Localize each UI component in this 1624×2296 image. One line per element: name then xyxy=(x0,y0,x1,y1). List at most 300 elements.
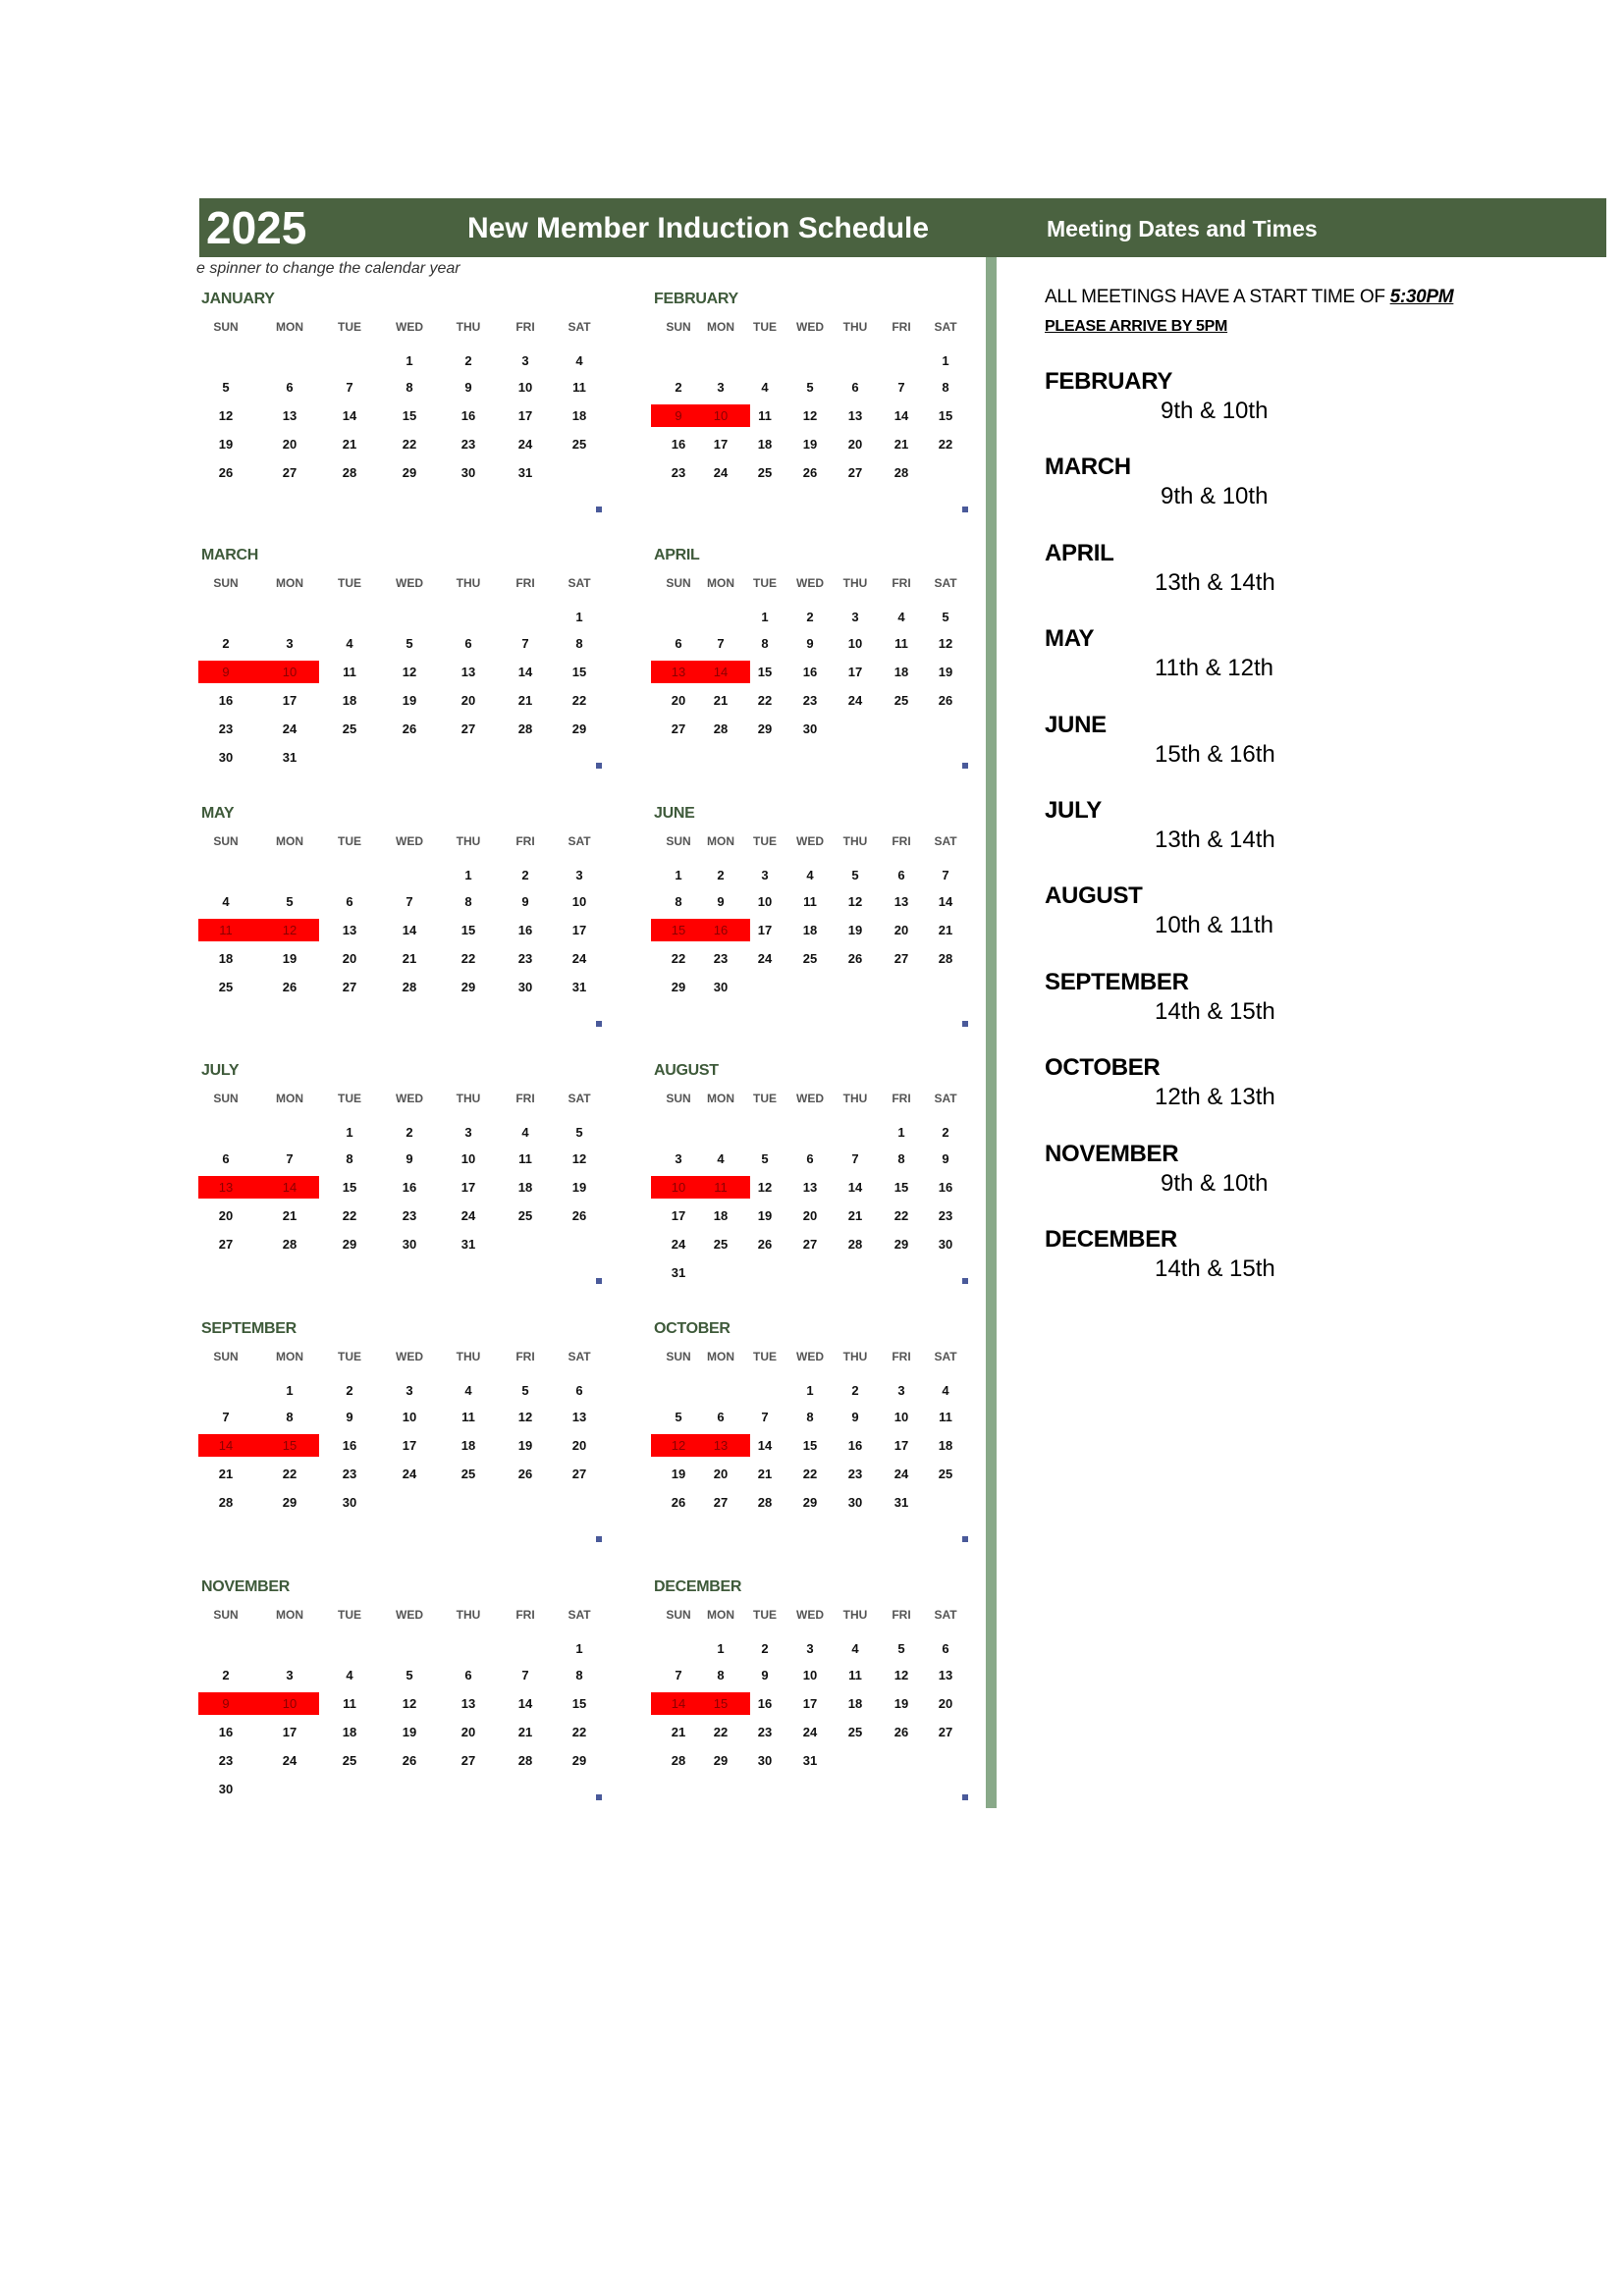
day-cell: 14 xyxy=(282,1180,298,1195)
day-cell: 20 xyxy=(342,951,357,966)
day-cell: 19 xyxy=(218,437,234,452)
day-cell: 30 xyxy=(218,750,234,765)
day-cell: 20 xyxy=(713,1467,729,1481)
month-name: NOVEMBER xyxy=(201,1578,291,1595)
day-cell: 11 xyxy=(343,665,356,679)
weekday-header: THU xyxy=(842,320,868,334)
cell-marker-icon xyxy=(596,1794,602,1800)
day-cell: 19 xyxy=(802,437,818,452)
day-cell: 15 xyxy=(893,1180,909,1195)
day-cell: 6 xyxy=(897,868,905,882)
day-cell: 17 xyxy=(893,1438,909,1453)
day-cell: 22 xyxy=(938,437,953,452)
day-cell: 7 xyxy=(942,868,949,882)
weekday-header: SUN xyxy=(666,1350,691,1363)
arrive-note: PLEASE ARRIVE BY 5PM xyxy=(1045,318,1228,335)
day-cell: 8 xyxy=(675,894,682,909)
day-cell: 23 xyxy=(847,1467,863,1481)
day-cell: 19 xyxy=(402,1725,417,1739)
weekday-header: THU xyxy=(456,320,481,334)
day-cell: 18 xyxy=(342,1725,357,1739)
day-cell: 2 xyxy=(464,353,472,368)
day-cell: 28 xyxy=(517,1753,533,1768)
day-cell: 28 xyxy=(517,721,533,736)
day-cell: 30 xyxy=(847,1495,863,1510)
day-cell: 22 xyxy=(282,1467,298,1481)
day-cell: 12 xyxy=(802,408,818,423)
day-cell: 10 xyxy=(671,1180,686,1195)
day-cell: 4 xyxy=(761,380,769,395)
day-cell: 22 xyxy=(713,1725,729,1739)
weekday-header: SAT xyxy=(934,1092,957,1105)
day-cell: 29 xyxy=(757,721,773,736)
day-cell: 3 xyxy=(851,610,859,624)
day-cell: 30 xyxy=(218,1782,234,1796)
meeting-month: DECEMBER xyxy=(1045,1226,1177,1253)
meeting-month: APRIL xyxy=(1045,540,1114,566)
day-cell: 7 xyxy=(521,1668,529,1682)
day-cell: 6 xyxy=(942,1641,949,1656)
day-cell: 21 xyxy=(713,693,729,708)
day-cell: 14 xyxy=(893,408,909,423)
day-cell: 9 xyxy=(521,894,529,909)
weekday-header: MON xyxy=(276,320,303,334)
day-cell: 27 xyxy=(218,1237,234,1252)
month-january xyxy=(199,291,612,526)
day-cell: 20 xyxy=(460,1725,476,1739)
day-cell: 29 xyxy=(460,980,476,994)
weekday-header: FRI xyxy=(892,834,911,848)
day-cell: 14 xyxy=(671,1696,686,1711)
day-cell: 5 xyxy=(851,868,859,882)
weekday-header: WED xyxy=(796,1092,824,1105)
day-cell: 25 xyxy=(517,1208,533,1223)
day-cell: 10 xyxy=(713,408,729,423)
day-cell: 18 xyxy=(893,665,909,679)
day-cell: 10 xyxy=(402,1410,417,1424)
day-cell: 25 xyxy=(713,1237,729,1252)
day-cell: 9 xyxy=(717,894,725,909)
weekday-header: SAT xyxy=(934,1350,957,1363)
weekday-header: SAT xyxy=(568,1092,591,1105)
weekday-header: SUN xyxy=(213,320,239,334)
day-cell: 25 xyxy=(802,951,818,966)
day-cell: 7 xyxy=(346,380,353,395)
day-cell: 11 xyxy=(714,1180,728,1195)
day-cell: 9 xyxy=(222,665,230,679)
weekday-header: THU xyxy=(842,1608,868,1622)
day-cell: 10 xyxy=(282,665,298,679)
month-june xyxy=(652,805,1064,1041)
meeting-month: MAY xyxy=(1045,625,1095,652)
day-cell: 2 xyxy=(806,610,814,624)
month-april xyxy=(652,547,1064,782)
day-cell: 22 xyxy=(342,1208,357,1223)
meeting-dates: 10th & 11th xyxy=(1155,912,1273,938)
day-cell: 22 xyxy=(802,1467,818,1481)
weekday-header: SUN xyxy=(666,320,691,334)
day-cell: 23 xyxy=(517,951,533,966)
weekday-header: THU xyxy=(842,834,868,848)
day-cell: 25 xyxy=(893,693,909,708)
day-cell: 16 xyxy=(802,665,818,679)
day-cell: 14 xyxy=(713,665,729,679)
month-july xyxy=(199,1062,612,1298)
day-cell: 5 xyxy=(806,380,814,395)
day-cell: 4 xyxy=(346,1668,353,1682)
day-cell: 25 xyxy=(757,465,773,480)
weekday-header: SUN xyxy=(666,1608,691,1622)
day-cell: 7 xyxy=(286,1151,294,1166)
meeting-dates: 15th & 16th xyxy=(1155,741,1275,768)
day-cell: 1 xyxy=(806,1383,814,1398)
meeting-month: JULY xyxy=(1045,797,1102,824)
meeting-dates: 14th & 15th xyxy=(1155,1255,1275,1282)
day-cell: 18 xyxy=(938,1438,953,1453)
day-cell: 20 xyxy=(671,693,686,708)
day-cell: 4 xyxy=(717,1151,725,1166)
weekday-header: WED xyxy=(796,576,824,590)
weekday-header: TUE xyxy=(338,576,361,590)
weekday-header: THU xyxy=(456,1350,481,1363)
day-cell: 27 xyxy=(847,465,863,480)
day-cell: 18 xyxy=(517,1180,533,1195)
day-cell: 9 xyxy=(464,380,472,395)
day-cell: 21 xyxy=(218,1467,234,1481)
day-cell: 5 xyxy=(406,1668,413,1682)
cell-marker-icon xyxy=(962,1278,968,1284)
weekday-header: WED xyxy=(796,1608,824,1622)
day-cell: 24 xyxy=(847,693,863,708)
day-cell: 28 xyxy=(713,721,729,736)
day-cell: 21 xyxy=(517,1725,533,1739)
day-cell: 16 xyxy=(517,923,533,937)
weekday-header: FRI xyxy=(892,576,911,590)
day-cell: 22 xyxy=(757,693,773,708)
day-cell: 12 xyxy=(671,1438,686,1453)
day-cell: 7 xyxy=(761,1410,769,1424)
day-cell: 6 xyxy=(851,380,859,395)
day-cell: 13 xyxy=(342,923,357,937)
day-cell: 28 xyxy=(938,951,953,966)
day-cell: 2 xyxy=(717,868,725,882)
day-cell: 19 xyxy=(671,1467,686,1481)
day-cell: 4 xyxy=(851,1641,859,1656)
day-cell: 2 xyxy=(942,1125,949,1140)
day-cell: 18 xyxy=(847,1696,863,1711)
day-cell: 24 xyxy=(282,1753,298,1768)
weekday-header: THU xyxy=(456,1608,481,1622)
day-cell: 24 xyxy=(713,465,729,480)
day-cell: 1 xyxy=(717,1641,725,1656)
day-cell: 27 xyxy=(460,721,476,736)
day-cell: 12 xyxy=(517,1410,533,1424)
day-cell: 30 xyxy=(342,1495,357,1510)
weekday-header: FRI xyxy=(892,1350,911,1363)
meeting-month: MARCH xyxy=(1045,454,1131,480)
weekday-header: FRI xyxy=(515,1350,535,1363)
day-cell: 28 xyxy=(282,1237,298,1252)
day-cell: 28 xyxy=(218,1495,234,1510)
day-cell: 1 xyxy=(675,868,682,882)
weekday-header: WED xyxy=(396,1608,423,1622)
day-cell: 1 xyxy=(575,610,583,624)
year-spinner-hint: e spinner to change the calendar year xyxy=(196,260,460,277)
cell-marker-icon xyxy=(962,507,968,512)
month-name: SEPTEMBER xyxy=(201,1320,297,1337)
day-cell: 8 xyxy=(346,1151,353,1166)
day-cell: 12 xyxy=(282,923,298,937)
month-october xyxy=(652,1320,1064,1556)
day-cell: 2 xyxy=(346,1383,353,1398)
day-cell: 29 xyxy=(402,465,417,480)
day-cell: 31 xyxy=(282,750,298,765)
day-cell: 14 xyxy=(938,894,953,909)
weekday-header: THU xyxy=(842,1092,868,1105)
day-cell: 6 xyxy=(464,636,472,651)
day-cell: 2 xyxy=(675,380,682,395)
day-cell: 23 xyxy=(713,951,729,966)
weekday-header: WED xyxy=(796,320,824,334)
month-may xyxy=(199,805,612,1041)
day-cell: 17 xyxy=(802,1696,818,1711)
day-cell: 29 xyxy=(571,1753,587,1768)
day-cell: 15 xyxy=(402,408,417,423)
day-cell: 17 xyxy=(402,1438,417,1453)
day-cell: 13 xyxy=(460,1696,476,1711)
day-cell: 21 xyxy=(938,923,953,937)
day-cell: 22 xyxy=(460,951,476,966)
day-cell: 26 xyxy=(517,1467,533,1481)
day-cell: 20 xyxy=(893,923,909,937)
day-cell: 7 xyxy=(851,1151,859,1166)
day-cell: 29 xyxy=(571,721,587,736)
day-cell: 20 xyxy=(282,437,298,452)
day-cell: 19 xyxy=(571,1180,587,1195)
cell-marker-icon xyxy=(596,1536,602,1542)
month-september xyxy=(199,1320,612,1556)
day-cell: 11 xyxy=(803,894,817,909)
day-cell: 30 xyxy=(938,1237,953,1252)
meeting-month: FEBRUARY xyxy=(1045,368,1173,395)
cell-marker-icon xyxy=(596,1278,602,1284)
day-cell: 17 xyxy=(713,437,729,452)
day-cell: 1 xyxy=(464,868,472,882)
weekday-header: THU xyxy=(456,1092,481,1105)
day-cell: 20 xyxy=(802,1208,818,1223)
day-cell: 23 xyxy=(671,465,686,480)
day-cell: 24 xyxy=(517,437,533,452)
day-cell: 21 xyxy=(402,951,417,966)
day-cell: 6 xyxy=(222,1151,230,1166)
day-cell: 11 xyxy=(572,380,586,395)
meeting-dates: 14th & 15th xyxy=(1155,998,1275,1025)
day-cell: 10 xyxy=(282,1696,298,1711)
day-cell: 20 xyxy=(938,1696,953,1711)
day-cell: 23 xyxy=(402,1208,417,1223)
day-cell: 28 xyxy=(757,1495,773,1510)
day-cell: 4 xyxy=(575,353,583,368)
day-cell: 9 xyxy=(675,408,682,423)
day-cell: 17 xyxy=(671,1208,686,1223)
weekday-header: MON xyxy=(707,1350,734,1363)
day-cell: 20 xyxy=(571,1438,587,1453)
weekday-header: MON xyxy=(276,834,303,848)
day-cell: 27 xyxy=(342,980,357,994)
day-cell: 9 xyxy=(346,1410,353,1424)
day-cell: 31 xyxy=(460,1237,476,1252)
day-cell: 14 xyxy=(517,1696,533,1711)
month-name: MAY xyxy=(201,805,235,822)
day-cell: 3 xyxy=(675,1151,682,1166)
day-cell: 2 xyxy=(222,1668,230,1682)
weekday-header: MON xyxy=(707,834,734,848)
day-cell: 28 xyxy=(893,465,909,480)
month-name: JANUARY xyxy=(201,291,275,307)
day-cell: 12 xyxy=(847,894,863,909)
cell-marker-icon xyxy=(962,1536,968,1542)
day-cell: 8 xyxy=(717,1668,725,1682)
day-cell: 26 xyxy=(402,721,417,736)
day-cell: 23 xyxy=(938,1208,953,1223)
day-cell: 3 xyxy=(521,353,529,368)
day-cell: 12 xyxy=(893,1668,909,1682)
weekday-header: SAT xyxy=(568,320,591,334)
day-cell: 28 xyxy=(342,465,357,480)
day-cell: 1 xyxy=(942,353,949,368)
day-cell: 2 xyxy=(406,1125,413,1140)
day-cell: 8 xyxy=(464,894,472,909)
day-cell: 29 xyxy=(282,1495,298,1510)
meeting-dates: 9th & 10th xyxy=(1161,398,1269,424)
day-cell: 9 xyxy=(761,1668,769,1682)
weekday-header: FRI xyxy=(515,1608,535,1622)
day-cell: 17 xyxy=(282,693,298,708)
day-cell: 16 xyxy=(342,1438,357,1453)
weekday-header: TUE xyxy=(753,1350,777,1363)
day-cell: 19 xyxy=(938,665,953,679)
year-spinner-value[interactable]: 2025 xyxy=(206,202,307,253)
weekday-header: MON xyxy=(276,1350,303,1363)
weekday-header: SUN xyxy=(666,576,691,590)
day-cell: 14 xyxy=(342,408,357,423)
day-cell: 9 xyxy=(406,1151,413,1166)
day-cell: 19 xyxy=(893,1696,909,1711)
day-cell: 1 xyxy=(897,1125,905,1140)
cell-marker-icon xyxy=(962,1794,968,1800)
day-cell: 2 xyxy=(851,1383,859,1398)
day-cell: 27 xyxy=(460,1753,476,1768)
weekday-header: SAT xyxy=(568,834,591,848)
day-cell: 16 xyxy=(713,923,729,937)
weekday-header: WED xyxy=(396,834,423,848)
month-name: APRIL xyxy=(654,547,700,563)
day-cell: 16 xyxy=(671,437,686,452)
day-cell: 4 xyxy=(806,868,814,882)
day-cell: 16 xyxy=(402,1180,417,1195)
day-cell: 23 xyxy=(460,437,476,452)
meeting-dates: 9th & 10th xyxy=(1161,483,1269,509)
weekday-header: SAT xyxy=(568,1350,591,1363)
day-cell: 10 xyxy=(893,1410,909,1424)
day-cell: 22 xyxy=(571,693,587,708)
day-cell: 4 xyxy=(942,1383,949,1398)
day-cell: 15 xyxy=(802,1438,818,1453)
weekday-header: TUE xyxy=(753,1092,777,1105)
day-cell: 26 xyxy=(218,465,234,480)
weekday-header: TUE xyxy=(338,1350,361,1363)
weekday-header: WED xyxy=(396,576,423,590)
day-cell: 15 xyxy=(282,1438,298,1453)
cell-marker-icon xyxy=(596,507,602,512)
day-cell: 24 xyxy=(571,951,587,966)
weekday-header: FRI xyxy=(515,1092,535,1105)
weekday-header: SUN xyxy=(213,1608,239,1622)
weekday-header: MON xyxy=(276,1092,303,1105)
weekday-header: FRI xyxy=(892,320,911,334)
day-cell: 5 xyxy=(286,894,294,909)
day-cell: 16 xyxy=(218,1725,234,1739)
weekday-header: MON xyxy=(707,320,734,334)
weekday-header: THU xyxy=(842,576,868,590)
day-cell: 8 xyxy=(575,1668,583,1682)
day-cell: 3 xyxy=(761,868,769,882)
day-cell: 30 xyxy=(713,980,729,994)
day-cell: 26 xyxy=(571,1208,587,1223)
day-cell: 31 xyxy=(671,1265,686,1280)
day-cell: 18 xyxy=(571,408,587,423)
day-cell: 16 xyxy=(218,693,234,708)
month-name: JUNE xyxy=(654,805,695,822)
day-cell: 17 xyxy=(517,408,533,423)
day-cell: 12 xyxy=(402,665,417,679)
day-cell: 15 xyxy=(571,1696,587,1711)
start-time: 5:30PM xyxy=(1389,287,1454,307)
day-cell: 25 xyxy=(460,1467,476,1481)
day-cell: 1 xyxy=(575,1641,583,1656)
day-cell: 26 xyxy=(282,980,298,994)
day-cell: 15 xyxy=(938,408,953,423)
weekday-header: MON xyxy=(707,1092,734,1105)
day-cell: 15 xyxy=(671,923,686,937)
day-cell: 6 xyxy=(717,1410,725,1424)
month-march xyxy=(199,547,612,782)
day-cell: 30 xyxy=(517,980,533,994)
day-cell: 29 xyxy=(342,1237,357,1252)
day-cell: 10 xyxy=(460,1151,476,1166)
day-cell: 12 xyxy=(938,636,953,651)
day-cell: 21 xyxy=(847,1208,863,1223)
day-cell: 5 xyxy=(761,1151,769,1166)
day-cell: 21 xyxy=(757,1467,773,1481)
day-cell: 16 xyxy=(460,408,476,423)
month-name: JULY xyxy=(201,1062,240,1079)
day-cell: 24 xyxy=(282,721,298,736)
weekday-header: WED xyxy=(796,834,824,848)
weekday-header: THU xyxy=(456,576,481,590)
day-cell: 21 xyxy=(893,437,909,452)
day-cell: 3 xyxy=(717,380,725,395)
day-cell: 12 xyxy=(571,1151,587,1166)
day-cell: 13 xyxy=(671,665,686,679)
day-cell: 4 xyxy=(346,636,353,651)
day-cell: 2 xyxy=(761,1641,769,1656)
day-cell: 21 xyxy=(282,1208,298,1223)
day-cell: 27 xyxy=(571,1467,587,1481)
day-cell: 21 xyxy=(517,693,533,708)
meeting-dates: 13th & 14th xyxy=(1155,827,1275,853)
weekday-header: SUN xyxy=(213,576,239,590)
